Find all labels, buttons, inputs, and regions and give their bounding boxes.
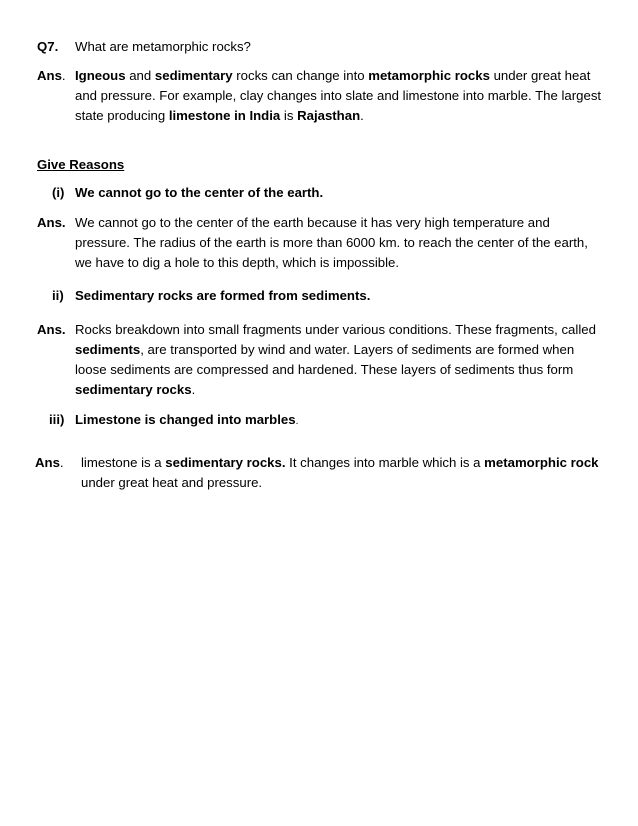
answer-text: limestone is a sedimentary rocks. It changes into marble which is a metamorphic rock under great heat and pressure. [81,455,599,490]
document-page: Q7. What are metamorphic rocks? Ans. Igneous and sedimentary rocks can change into metamorphic rocks under great heat and pressure. For example, clay changes into slate and limestone into marble. The largest state producing limestone in India is Rajasthan. Give Reasons (i) We cannot go to the center of the earth. Ans. We cannot go to the center of the earth because it has very high temperature and pressure. The radius of the earth is more than 6000 km. to reach the center of the earth, we have to dig a hole to this depth, which is impossible. ii) Sedimentary rocks are formed from sediments. Ans. Rocks breakdown into small fragments under various conditions. These fragments, called sediments, are transported by wind and water. Layers of sediments are formed when loose sediments are compressed and hardened. These layers of sediments thus form sedimentary rocks. iii) Limestone is changed into marbles. Ans. limestone is a sedimentary rocks. It changes into marble which is a metamorphic rock under great heat and pressure. [0,0,638,826]
question-text: What are metamorphic rocks? [75,39,251,54]
answer-text: Igneous and sedimentary rocks can change into metamorphic rocks under great heat and pressure. For example, clay changes into slate and limestone into marble. The largest state producing limestone in India is Rajasthan. [75,68,602,123]
answer-label: Ans. [37,215,66,230]
question-number: Q7. [37,39,59,54]
reason-statement: We cannot go to the center of the earth. [75,185,324,200]
answer-label: Ans [35,455,60,470]
reason-number: ii) [52,288,64,303]
give-reasons-heading: Give Reasons [37,157,125,172]
answer-label: Ans [37,68,62,83]
reason-number: iii) [49,412,65,427]
reason-statement: Sedimentary rocks are formed from sediments. [75,288,371,303]
reason-statement: Limestone is changed into marbles [75,412,296,427]
answer-text: Rocks breakdown into small fragments under various conditions. These fragments, called sediments, are transported by wind and water. Layers of sediments are formed when loose sediments are compressed and hardened. These layers of sediments thus form sedimentary rocks. [75,322,596,397]
answer-label: Ans. [37,322,66,337]
answer-text: We cannot go to the center of the earth because it has very high temperature and pressure. The radius of the earth is more than 6000 km. to reach the center of the earth, we have to dig a hole to this depth, which is impossible. [75,215,588,270]
reason-number: (i) [52,185,65,200]
